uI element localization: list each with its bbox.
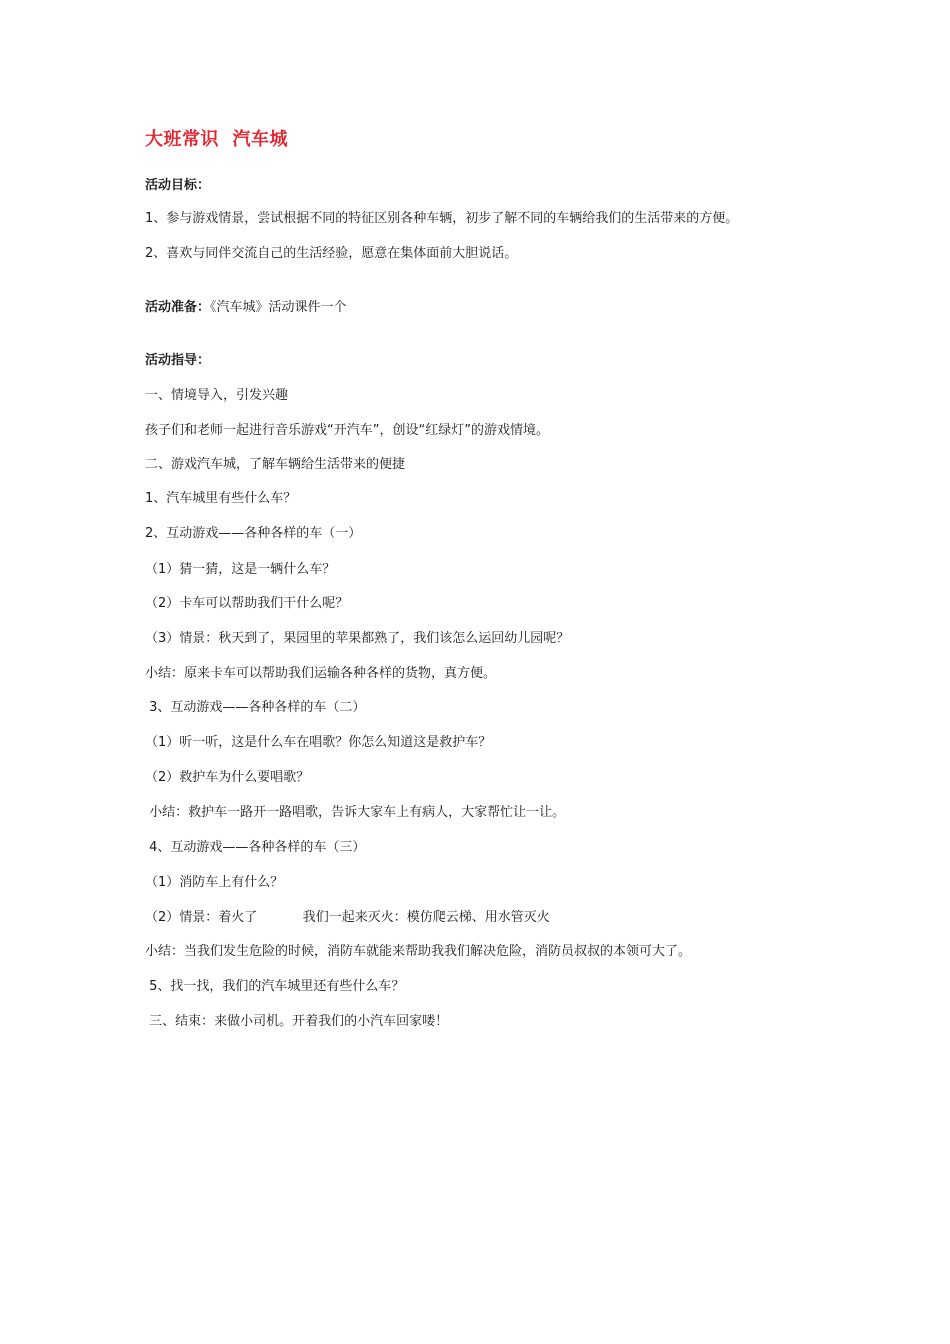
- guidance-line: 小结：原来卡车可以帮助我们运输各种各样的货物，真方便。: [145, 666, 497, 681]
- guidance-line: 3、互动游戏——各种各样的车（二）: [145, 700, 366, 715]
- preparation-heading: 活动准备：: [145, 300, 211, 315]
- preparation-text: 《汽车城》活动课件一个: [210, 300, 347, 315]
- guidance-line: 5、找一找，我们的汽车城里还有些什么车？: [145, 979, 405, 994]
- guidance-line: 2、互动游戏——各种各样的车（一）: [145, 526, 362, 541]
- guidance-line: 小结：当我们发生危险的时候，消防车就能来帮助我我们解决危险，消防员叔叔的本领可大了。: [145, 944, 692, 959]
- guidance-line: （2）卡车可以帮助我们干什么呢？: [145, 596, 349, 611]
- guidance-line: （2）救护车为什么要唱歌？: [145, 770, 310, 785]
- objective-1: 1、参与游戏情景，尝试根据不同的特征区别各种车辆，初步了解不同的车辆给我们的生活带来的方便。: [145, 211, 739, 226]
- guidance-line: 一、情境导入，引发兴趣: [145, 388, 289, 403]
- guidance-line: 三、结束：来做小司机。开着我们的小汽车回家喽！: [145, 1014, 449, 1029]
- guidance-line: （3）情景：秋天到了，果园里的苹果都熟了，我们该怎么运回幼儿园呢？: [145, 631, 570, 646]
- guidance-line: 1、汽车城里有些什么车？: [145, 491, 297, 506]
- document-title: 大班常识 汽车城: [145, 129, 289, 150]
- guidance-line: 二、游戏汽车城，了解车辆给生活带来的便捷: [145, 457, 406, 472]
- guidance-line: 小结：救护车一路开一路唱歌，告诉大家车上有病人，大家帮忙让一让。: [145, 805, 566, 820]
- objectives-heading: 活动目标：: [145, 178, 211, 193]
- guidance-line: （1）消防车上有什么？: [145, 875, 284, 890]
- objective-2: 2、喜欢与同伴交流自己的生活经验，愿意在集体面前大胆说话。: [145, 246, 518, 261]
- preparation-paragraph: [145, 299, 347, 317]
- guidance-line: 孩子们和老师一起进行音乐游戏“开汽车”，创设“红绿灯”的游戏情境。: [145, 423, 549, 438]
- guidance-heading: 活动指导：: [145, 353, 211, 368]
- guidance-line: （1）听一听，这是什么车在唱歌？你怎么知道这是救护车？: [145, 735, 492, 750]
- guidance-line: 4、互动游戏——各种各样的车（三）: [145, 840, 366, 855]
- guidance-line: （1）猜一猜，这是一辆什么车？: [145, 562, 336, 577]
- guidance-line: （2）情景：着火了 我们一起来灭火：模仿爬云梯、用水管灭火: [145, 910, 550, 925]
